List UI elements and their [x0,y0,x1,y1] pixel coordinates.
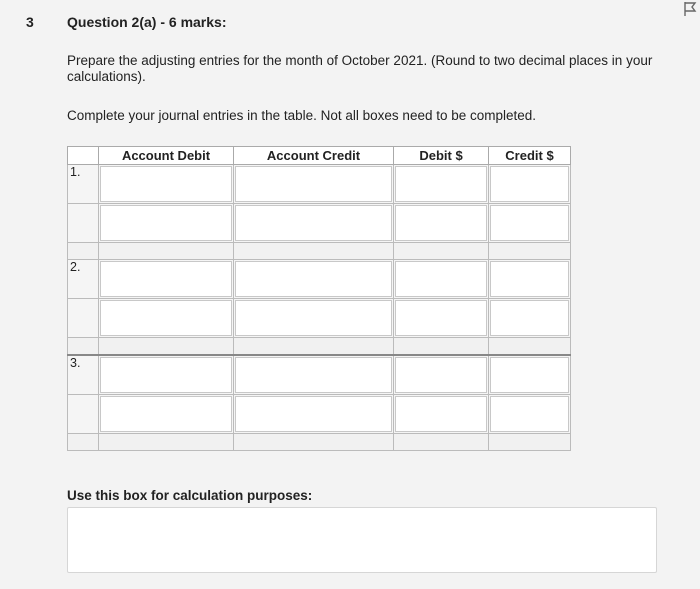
table-row [68,355,571,395]
account-credit-input[interactable] [235,261,392,297]
credit-amount-input[interactable] [490,300,569,336]
table-header-row [68,147,571,165]
calculation-box-label: Use this box for calculation purposes: [67,488,313,503]
debit-amount-input[interactable] [395,396,487,432]
flag-icon[interactable] [683,1,697,17]
debit-amount-input[interactable] [395,300,487,336]
account-debit-input[interactable] [100,357,232,393]
credit-amount-input[interactable] [490,166,569,202]
entry-number: 1. [68,165,99,204]
credit-amount-input[interactable] [490,261,569,297]
header-number [68,147,99,165]
account-debit-input[interactable] [100,300,232,336]
table-separator-row [68,434,571,451]
credit-amount-input[interactable] [490,357,569,393]
table-row [68,395,571,434]
credit-amount-input[interactable] [490,396,569,432]
entry-number: 2. [68,260,99,299]
account-debit-input[interactable] [100,166,232,202]
header-account-credit: Account Credit [234,147,394,165]
table-row [68,260,571,299]
debit-amount-input[interactable] [395,166,487,202]
question-instruction: Prepare the adjusting entries for the month of October 2021. (Round to two decimal places in your calculations). [67,53,653,84]
question-number: 3 [26,14,34,30]
account-credit-input[interactable] [235,205,392,241]
account-debit-input[interactable] [100,261,232,297]
table-row [68,204,571,243]
account-credit-input[interactable] [235,300,392,336]
header-debit: Debit $ [394,147,489,165]
calculation-textarea[interactable] [67,507,657,573]
table-row [68,299,571,338]
header-credit: Credit $ [489,147,571,165]
table-instruction: Complete your journal entries in the table. Not all boxes need to be completed. [67,108,537,123]
debit-amount-input[interactable] [395,357,487,393]
table-separator-row [68,243,571,260]
question-title: Question 2(a) - 6 marks: [67,14,227,30]
account-credit-input[interactable] [235,396,392,432]
account-debit-input[interactable] [100,205,232,241]
header-account-debit: Account Debit [99,147,234,165]
account-debit-input[interactable] [100,396,232,432]
account-credit-input[interactable] [235,166,392,202]
table-separator-row [68,338,571,356]
table-row [68,165,571,204]
account-credit-input[interactable] [235,357,392,393]
entry-number: 3. [68,355,99,395]
debit-amount-input[interactable] [395,205,487,241]
journal-table [67,146,571,451]
credit-amount-input[interactable] [490,205,569,241]
debit-amount-input[interactable] [395,261,487,297]
